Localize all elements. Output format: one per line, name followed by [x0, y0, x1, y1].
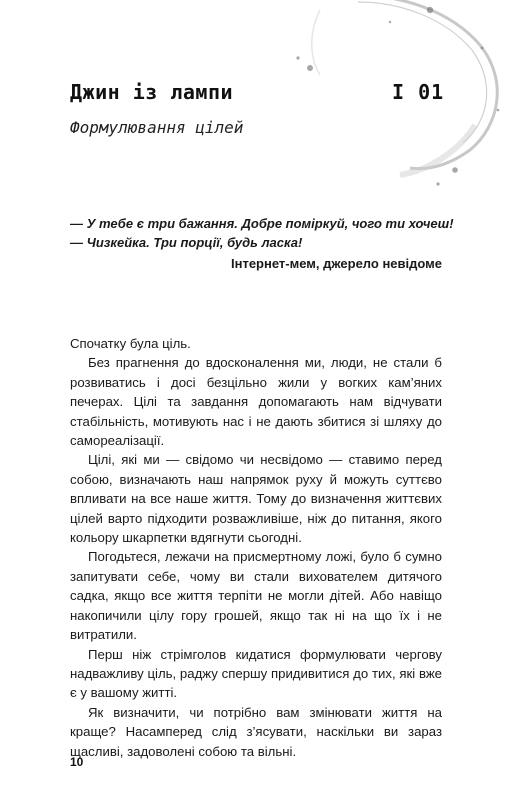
epigraph-source: Інтернет-мем, джерело невідоме	[230, 256, 442, 271]
coffee-stain-decoration	[250, 0, 512, 200]
paragraph: Без прагнення до вдосконалення ми, люди, не стали б розвиватись і досі безцільно жили у вогких кам’яних печерах. Цілі та завдання допомагають нам відчувати стабільність, мотивують нас і не дають збитися зі шляху до самореалізації.	[70, 355, 442, 449]
paragraph: Як визначити, чи потрібно вам змінювати життя на краще? Насамперед слід з’ясувати, наскільки ви зараз щасливі, задоволені собою та вільні.	[70, 704, 442, 759]
epigraph	[70, 214, 454, 273]
paragraph: Спочатку була ціль.	[70, 336, 191, 351]
chapter-number: I 01	[392, 80, 445, 104]
paragraph: Цілі, які ми — свідомо чи несвідомо — ставимо перед собою, визначають наш напрямок руху й можуть суттєво впливати на все наше життя. Тому до визначення життєвих цілей варто підходити розважливіше, ніж до питання, якого кольору шкарпетки вдягнути сьогодні.	[70, 452, 442, 546]
page-number: 10	[70, 755, 84, 769]
epigraph-line: — У тебе є три бажання. Добре поміркуй, чого ти хочеш!	[70, 216, 454, 231]
paragraph: Погодьтеся, лежачи на присмертному ложі, було б сумно запитувати себе, чому ви стали вихователем дитячого садка, якщо все життя терпіти не могли дітей. Або навіщо накопичили цілу гору грошей, якщо так ні на що їх і не витратили.	[70, 549, 442, 643]
chapter-title: Джин із лампи	[70, 80, 234, 104]
epigraph-line: — Чизкейка. Три порції, будь ласка!	[70, 235, 303, 250]
chapter-subtitle: Формулювання цілей	[70, 118, 244, 137]
paragraph: Перш ніж стрімголов кидатися формулювати чергову надважливу ціль, раджу спершу придивитися до тих, які вже є у вашому житті.	[70, 646, 442, 701]
body-text	[70, 334, 442, 761]
